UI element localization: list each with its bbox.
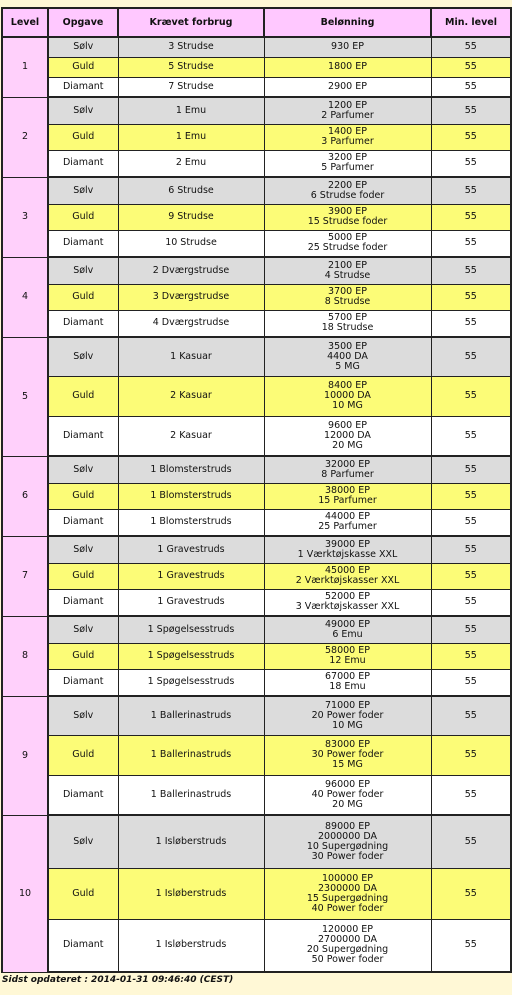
min-level-cell: 55 bbox=[431, 204, 511, 230]
belonning-cell: 52000 EP 3 Værktøjskasser XXL bbox=[264, 589, 431, 616]
min-level-cell: 55 bbox=[431, 284, 511, 310]
table-row bbox=[2, 37, 511, 57]
opgave-cell: Sølv bbox=[48, 815, 118, 868]
min-level-cell: 55 bbox=[431, 337, 511, 376]
forbrug-cell: 7 Strudse bbox=[118, 77, 264, 97]
table-row bbox=[2, 230, 511, 257]
min-level-cell: 55 bbox=[431, 696, 511, 735]
forbrug-cell: 2 Kasuar bbox=[118, 376, 264, 416]
opgave-cell: Guld bbox=[48, 735, 118, 775]
header-forbrug: Krævet forbrug bbox=[118, 8, 264, 37]
forbrug-cell: 1 Isløberstruds bbox=[118, 868, 264, 919]
min-level-cell: 55 bbox=[431, 563, 511, 589]
table-row bbox=[2, 150, 511, 177]
forbrug-cell: 1 Spøgelsesstruds bbox=[118, 616, 264, 643]
forbrug-cell: 3 Strudse bbox=[118, 37, 264, 57]
min-level-cell: 55 bbox=[431, 815, 511, 868]
opgave-cell: Diamant bbox=[48, 310, 118, 337]
table-row bbox=[2, 310, 511, 337]
table-row bbox=[2, 536, 511, 563]
belonning-cell: 49000 EP 6 Emu bbox=[264, 616, 431, 643]
min-level-cell: 55 bbox=[431, 775, 511, 815]
table-row bbox=[2, 868, 511, 919]
opgave-cell: Diamant bbox=[48, 589, 118, 616]
min-level-cell: 55 bbox=[431, 616, 511, 643]
level-cell: 1 bbox=[2, 37, 48, 97]
forbrug-cell: 1 Ballerinastruds bbox=[118, 696, 264, 735]
opgave-cell: Diamant bbox=[48, 150, 118, 177]
opgave-cell: Sølv bbox=[48, 536, 118, 563]
opgave-cell: Diamant bbox=[48, 77, 118, 97]
belonning-cell: 45000 EP 2 Værktøjskasser XXL bbox=[264, 563, 431, 589]
opgave-cell: Guld bbox=[48, 563, 118, 589]
forbrug-cell: 1 Gravestruds bbox=[118, 589, 264, 616]
forbrug-cell: 1 Blomsterstruds bbox=[118, 483, 264, 509]
forbrug-cell: 9 Strudse bbox=[118, 204, 264, 230]
table-row bbox=[2, 589, 511, 616]
table-row bbox=[2, 177, 511, 204]
forbrug-cell: 1 Isløberstruds bbox=[118, 815, 264, 868]
opgave-cell: Guld bbox=[48, 57, 118, 77]
opgave-cell: Diamant bbox=[48, 919, 118, 972]
belonning-cell: 71000 EP 20 Power foder 10 MG bbox=[264, 696, 431, 735]
table-row bbox=[2, 669, 511, 696]
header-opgave: Opgave bbox=[48, 8, 118, 37]
min-level-cell: 55 bbox=[431, 536, 511, 563]
opgave-cell: Guld bbox=[48, 643, 118, 669]
forbrug-cell: 5 Strudse bbox=[118, 57, 264, 77]
opgave-cell: Sølv bbox=[48, 616, 118, 643]
belonning-cell: 3200 EP 5 Parfumer bbox=[264, 150, 431, 177]
min-level-cell: 55 bbox=[431, 37, 511, 57]
forbrug-cell: 1 Ballerinastruds bbox=[118, 735, 264, 775]
belonning-cell: 9600 EP 12000 DA 20 MG bbox=[264, 416, 431, 456]
min-level-cell: 55 bbox=[431, 376, 511, 416]
table-row bbox=[2, 775, 511, 815]
level-cell: 2 bbox=[2, 97, 48, 177]
level-cell: 10 bbox=[2, 815, 48, 972]
min-level-cell: 55 bbox=[431, 456, 511, 483]
table-row bbox=[2, 376, 511, 416]
min-level-cell: 55 bbox=[431, 150, 511, 177]
opgave-cell: Sølv bbox=[48, 97, 118, 124]
min-level-cell: 55 bbox=[431, 669, 511, 696]
opgave-cell: Diamant bbox=[48, 230, 118, 257]
belonning-cell: 2900 EP bbox=[264, 77, 431, 97]
table-row bbox=[2, 204, 511, 230]
opgave-cell: Sølv bbox=[48, 37, 118, 57]
level-cell: 5 bbox=[2, 337, 48, 456]
belonning-cell: 5000 EP 25 Strudse foder bbox=[264, 230, 431, 257]
belonning-cell: 89000 EP 2000000 DA 10 Supergødning 30 Power foder bbox=[264, 815, 431, 868]
min-level-cell: 55 bbox=[431, 310, 511, 337]
opgave-cell: Guld bbox=[48, 204, 118, 230]
min-level-cell: 55 bbox=[431, 919, 511, 972]
table-row bbox=[2, 643, 511, 669]
belonning-cell: 1400 EP 3 Parfumer bbox=[264, 124, 431, 150]
table-row bbox=[2, 509, 511, 536]
forbrug-cell: 2 Dværgstrudse bbox=[118, 257, 264, 284]
opgave-cell: Diamant bbox=[48, 669, 118, 696]
opgave-cell: Diamant bbox=[48, 509, 118, 536]
opgave-cell: Sølv bbox=[48, 177, 118, 204]
opgave-cell: Sølv bbox=[48, 456, 118, 483]
min-level-cell: 55 bbox=[431, 230, 511, 257]
header-row bbox=[2, 8, 511, 37]
belonning-cell: 3500 EP 4400 DA 5 MG bbox=[264, 337, 431, 376]
table-row bbox=[2, 124, 511, 150]
min-level-cell: 55 bbox=[431, 177, 511, 204]
forbrug-cell: 4 Dværgstrudse bbox=[118, 310, 264, 337]
opgave-cell: Sølv bbox=[48, 696, 118, 735]
table-row bbox=[2, 919, 511, 972]
table-row bbox=[2, 77, 511, 97]
opgave-cell: Guld bbox=[48, 868, 118, 919]
forbrug-cell: 1 Gravestruds bbox=[118, 536, 264, 563]
forbrug-cell: 1 Blomsterstruds bbox=[118, 456, 264, 483]
belonning-cell: 3700 EP 8 Strudse bbox=[264, 284, 431, 310]
forbrug-cell: 2 Kasuar bbox=[118, 416, 264, 456]
forbrug-cell: 1 Isløberstruds bbox=[118, 919, 264, 972]
belonning-cell: 2100 EP 4 Strudse bbox=[264, 257, 431, 284]
min-level-cell: 55 bbox=[431, 589, 511, 616]
min-level-cell: 55 bbox=[431, 57, 511, 77]
level-cell: 9 bbox=[2, 696, 48, 815]
forbrug-cell: 1 Spøgelsesstruds bbox=[118, 643, 264, 669]
level-cell: 6 bbox=[2, 456, 48, 536]
table-row bbox=[2, 483, 511, 509]
belonning-cell: 39000 EP 1 Værktøjskasse XXL bbox=[264, 536, 431, 563]
opgave-cell: Diamant bbox=[48, 416, 118, 456]
forbrug-cell: 3 Dværgstrudse bbox=[118, 284, 264, 310]
opgave-cell: Guld bbox=[48, 284, 118, 310]
belonning-cell: 32000 EP 8 Parfumer bbox=[264, 456, 431, 483]
level-cell: 7 bbox=[2, 536, 48, 616]
last-updated: Sidst opdateret : 2014-01-31 09:46:40 (CEST) bbox=[2, 975, 234, 985]
belonning-cell: 96000 EP 40 Power foder 20 MG bbox=[264, 775, 431, 815]
opgave-cell: Sølv bbox=[48, 257, 118, 284]
min-level-cell: 55 bbox=[431, 416, 511, 456]
min-level-cell: 55 bbox=[431, 483, 511, 509]
forbrug-cell: 1 Gravestruds bbox=[118, 563, 264, 589]
min-level-cell: 55 bbox=[431, 257, 511, 284]
belonning-cell: 1800 EP bbox=[264, 57, 431, 77]
level-cell: 3 bbox=[2, 177, 48, 257]
forbrug-cell: 1 Blomsterstruds bbox=[118, 509, 264, 536]
belonning-cell: 67000 EP 18 Emu bbox=[264, 669, 431, 696]
min-level-cell: 55 bbox=[431, 509, 511, 536]
header-belonning: Belønning bbox=[264, 8, 431, 37]
belonning-cell: 8400 EP 10000 DA 10 MG bbox=[264, 376, 431, 416]
table-row bbox=[2, 456, 511, 483]
belonning-cell: 58000 EP 12 Emu bbox=[264, 643, 431, 669]
opgave-cell: Diamant bbox=[48, 775, 118, 815]
forbrug-cell: 1 Ballerinastruds bbox=[118, 775, 264, 815]
table-row bbox=[2, 815, 511, 868]
belonning-cell: 120000 EP 2700000 DA 20 Supergødning 50 Power foder bbox=[264, 919, 431, 972]
forbrug-cell: 1 Spøgelsesstruds bbox=[118, 669, 264, 696]
forbrug-cell: 1 Emu bbox=[118, 124, 264, 150]
table-row bbox=[2, 416, 511, 456]
table-row bbox=[2, 284, 511, 310]
table-row bbox=[2, 57, 511, 77]
belonning-cell: 2200 EP 6 Strudse foder bbox=[264, 177, 431, 204]
min-level-cell: 55 bbox=[431, 124, 511, 150]
table-row bbox=[2, 257, 511, 284]
opgave-cell: Sølv bbox=[48, 337, 118, 376]
table-row bbox=[2, 616, 511, 643]
table-row bbox=[2, 337, 511, 376]
min-level-cell: 55 bbox=[431, 77, 511, 97]
table-row bbox=[2, 735, 511, 775]
min-level-cell: 55 bbox=[431, 97, 511, 124]
min-level-cell: 55 bbox=[431, 868, 511, 919]
header-min-level: Min. level bbox=[431, 8, 511, 37]
table-body bbox=[2, 37, 511, 972]
min-level-cell: 55 bbox=[431, 735, 511, 775]
belonning-cell: 44000 EP 25 Parfumer bbox=[264, 509, 431, 536]
belonning-cell: 1200 EP 2 Parfumer bbox=[264, 97, 431, 124]
forbrug-cell: 1 Emu bbox=[118, 97, 264, 124]
forbrug-cell: 2 Emu bbox=[118, 150, 264, 177]
belonning-cell: 83000 EP 30 Power foder 15 MG bbox=[264, 735, 431, 775]
opgave-cell: Guld bbox=[48, 124, 118, 150]
belonning-cell: 38000 EP 15 Parfumer bbox=[264, 483, 431, 509]
table-row bbox=[2, 563, 511, 589]
table-row bbox=[2, 696, 511, 735]
forbrug-cell: 10 Strudse bbox=[118, 230, 264, 257]
opgave-cell: Guld bbox=[48, 376, 118, 416]
forbrug-cell: 6 Strudse bbox=[118, 177, 264, 204]
reward-table bbox=[1, 7, 512, 973]
belonning-cell: 5700 EP 18 Strudse bbox=[264, 310, 431, 337]
level-cell: 8 bbox=[2, 616, 48, 696]
belonning-cell: 100000 EP 2300000 DA 15 Supergødning 40 Power foder bbox=[264, 868, 431, 919]
belonning-cell: 3900 EP 15 Strudse foder bbox=[264, 204, 431, 230]
forbrug-cell: 1 Kasuar bbox=[118, 337, 264, 376]
table-row bbox=[2, 97, 511, 124]
level-cell: 4 bbox=[2, 257, 48, 337]
belonning-cell: 930 EP bbox=[264, 37, 431, 57]
opgave-cell: Guld bbox=[48, 483, 118, 509]
min-level-cell: 55 bbox=[431, 643, 511, 669]
header-level: Level bbox=[2, 8, 48, 37]
